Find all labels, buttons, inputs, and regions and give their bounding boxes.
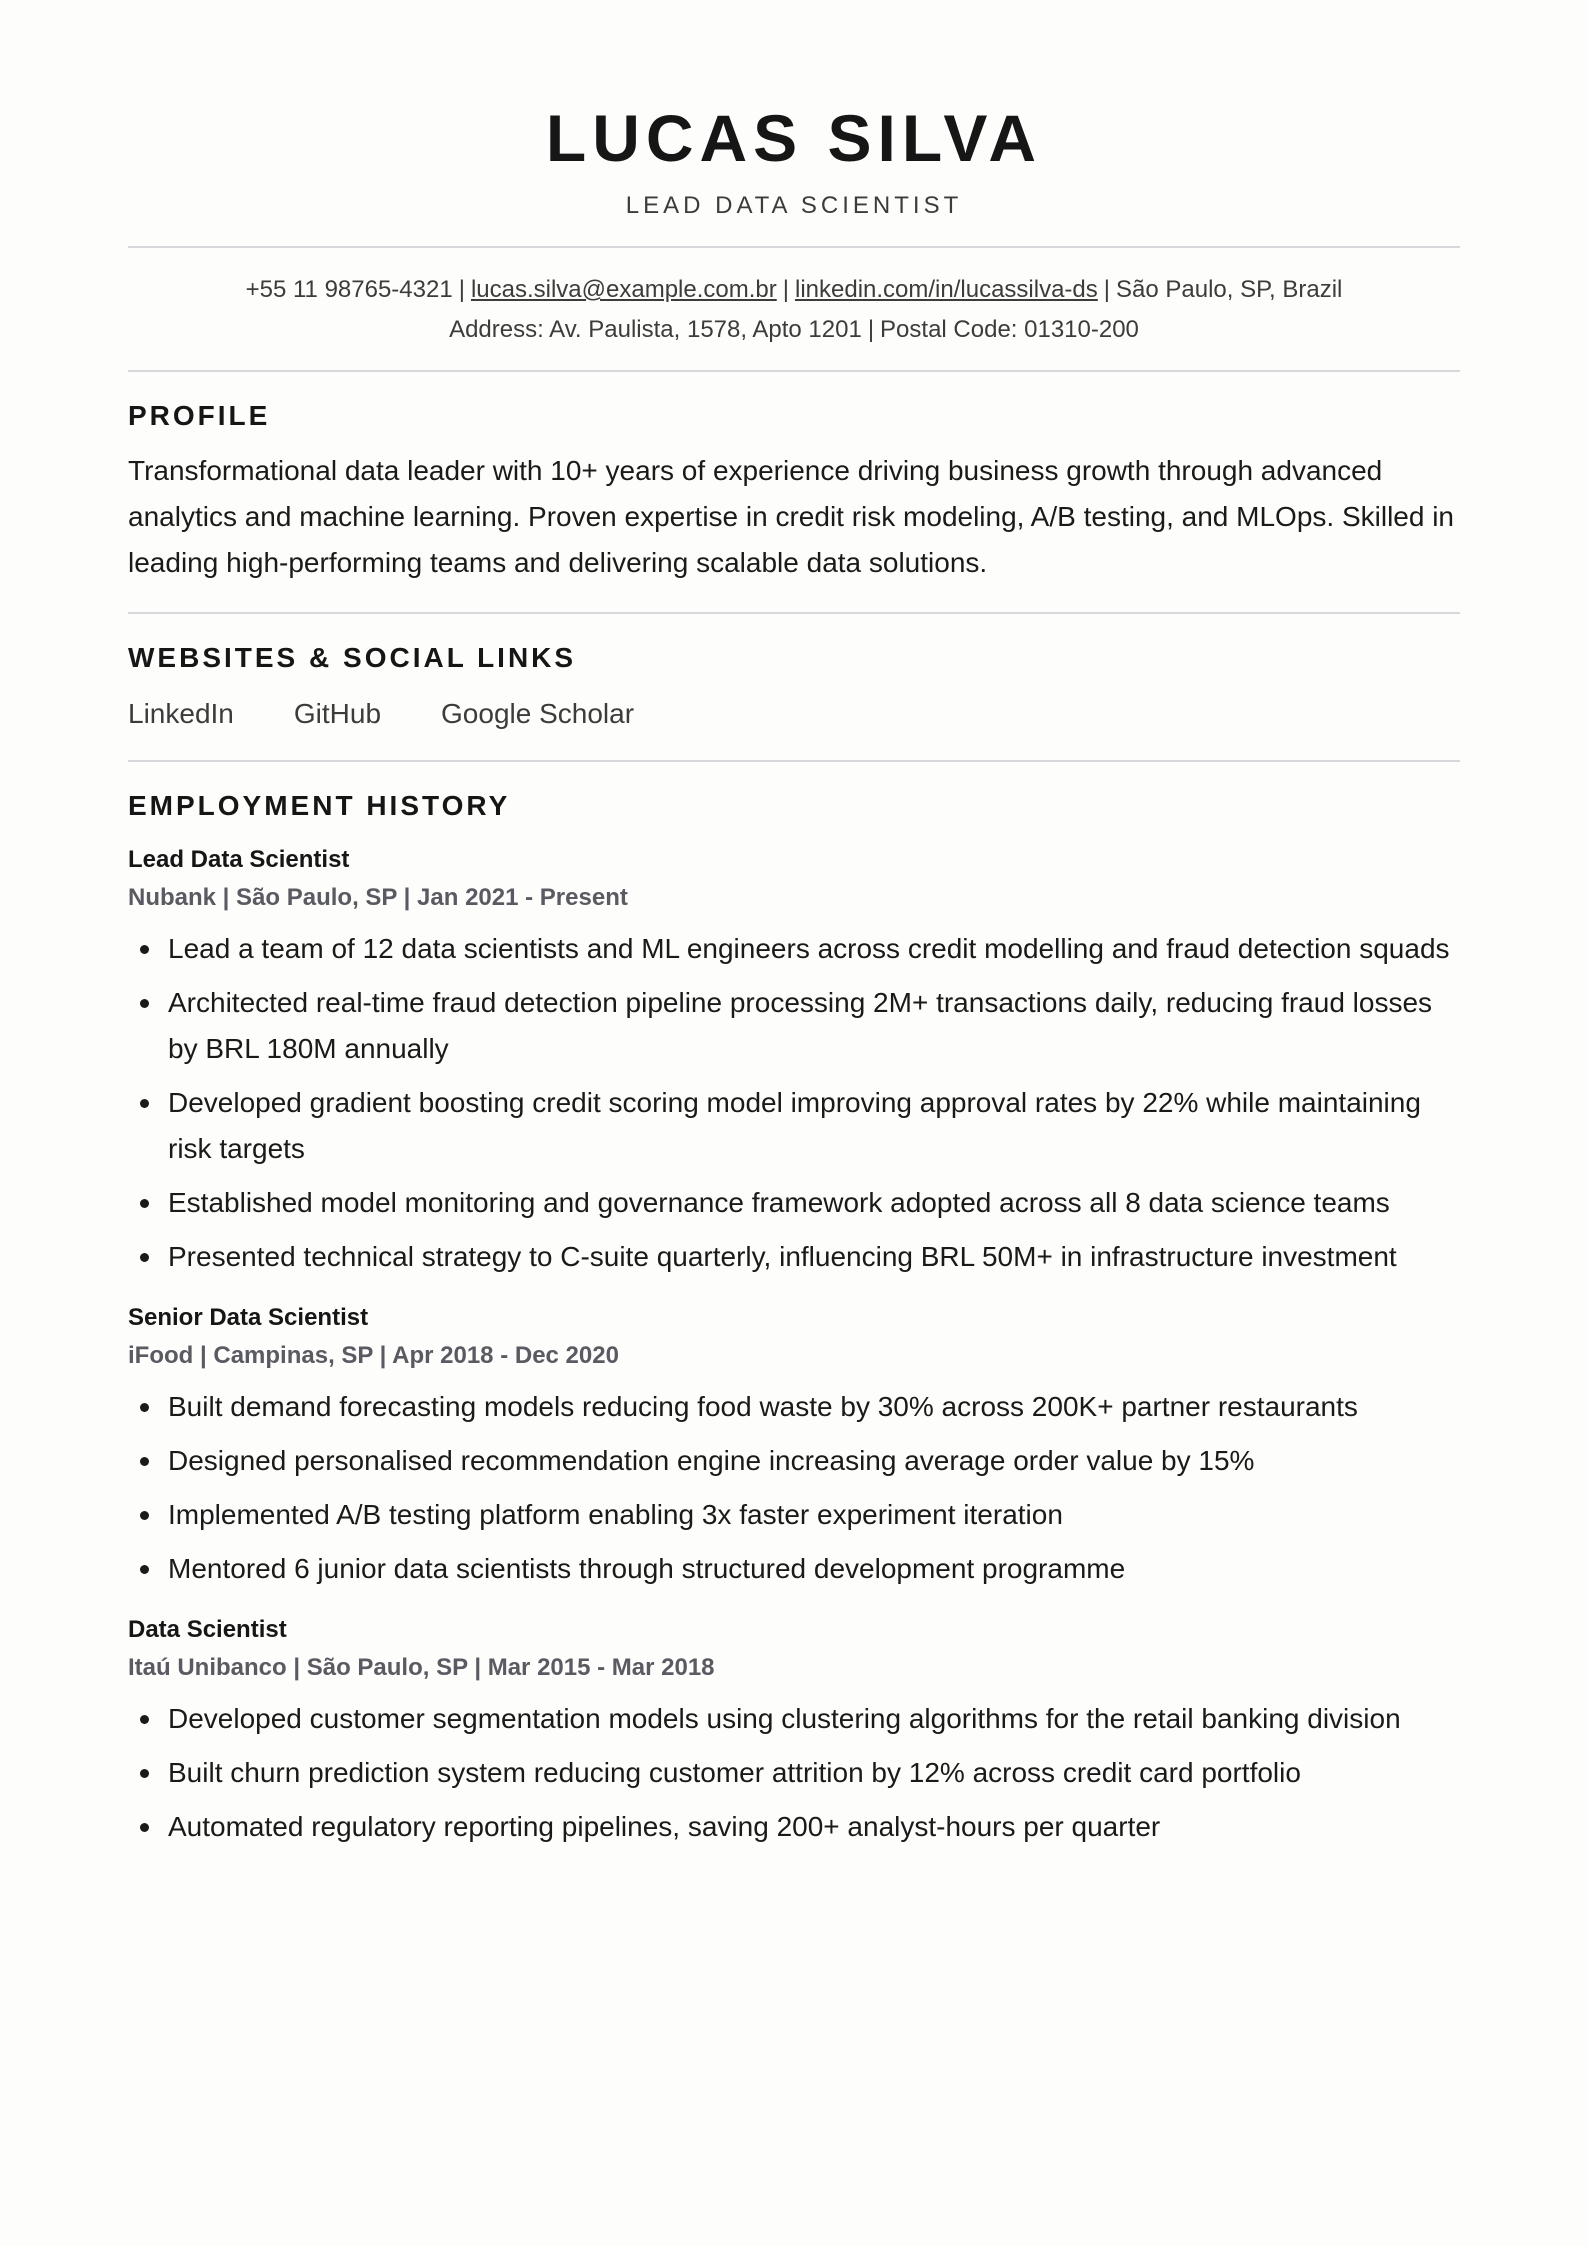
profile-section: [128, 372, 1460, 612]
contact-location: São Paulo, SP, Brazil: [1116, 276, 1343, 303]
contact-block: [128, 248, 1460, 370]
job-bullet: Built demand forecasting models reducing food waste by 30% across 200K+ partner restaurants: [168, 1384, 1460, 1430]
job-bullets: [128, 926, 1460, 1280]
job-bullet: Developed gradient boosting credit scoring model improving approval rates by 22% while maintaining risk targets: [168, 1080, 1460, 1172]
contact-phone: +55 11 98765-4321: [245, 276, 453, 303]
job-bullet: Built churn prediction system reducing customer attrition by 12% across credit card portfolio: [168, 1750, 1460, 1796]
job-bullet: Presented technical strategy to C-suite quarterly, influencing BRL 50M+ in infrastructure investment: [168, 1234, 1460, 1280]
contact-separator: |: [782, 276, 789, 303]
contact-separator: |: [867, 316, 875, 343]
job-title: Data Scientist: [128, 1616, 287, 1643]
job-bullet: Lead a team of 12 data scientists and ML engineers across credit modelling and fraud detection squads: [168, 926, 1460, 972]
job-title: Senior Data Scientist: [128, 1304, 369, 1331]
job-entry-nubank: [128, 844, 1460, 1280]
contact-linkedin-link[interactable]: linkedin.com/in/lucassilva-ds: [794, 276, 1098, 303]
contact-postal: Postal Code: 01310-200: [880, 316, 1139, 343]
job-entry-ifood: [128, 1302, 1460, 1592]
employment-heading: EMPLOYMENT HISTORY: [128, 790, 511, 821]
job-meta: iFood | Campinas, SP | Apr 2018 - Dec 2020: [128, 1342, 619, 1369]
job-bullet: Architected real-time fraud detection pipeline processing 2M+ transactions daily, reducing fraud losses by BRL 180M annually: [168, 980, 1460, 1072]
candidate-title: LEAD DATA SCIENTIST: [625, 192, 963, 219]
job-bullet: Automated regulatory reporting pipelines, saving 200+ analyst-hours per quarter: [168, 1804, 1460, 1850]
contact-line-1: [128, 270, 1460, 310]
links-heading: WEBSITES & SOCIAL LINKS: [128, 642, 577, 673]
job-bullet: Established model monitoring and governance framework adopted across all 8 data science teams: [168, 1180, 1460, 1226]
job-meta: Itaú Unibanco | São Paulo, SP | Mar 2015 - Mar 2018: [128, 1654, 715, 1681]
link-linkedin[interactable]: LinkedIn: [128, 698, 234, 729]
contact-separator: |: [458, 276, 465, 303]
job-bullet: Developed customer segmentation models using clustering algorithms for the retail banking division: [168, 1696, 1460, 1742]
profile-text: Transformational data leader with 10+ years of experience driving business growth through advanced analytics and machine learning. Proven expertise in credit risk modeling, A/B testing, and MLOps. Skilled in leading high-performing teams and delivering scalable data solutions.: [128, 455, 1455, 578]
contact-address: Address: Av. Paulista, 1578, Apto 1201: [449, 316, 862, 343]
contact-email-link[interactable]: lucas.silva@example.com.br: [470, 276, 777, 303]
job-meta: Nubank | São Paulo, SP | Jan 2021 - Present: [128, 884, 628, 911]
link-google-scholar[interactable]: Google Scholar: [441, 698, 635, 729]
job-bullet: Implemented A/B testing platform enabling 3x faster experiment iteration: [168, 1492, 1460, 1538]
links-row: [128, 694, 1460, 734]
candidate-name: LUCAS SILVA: [545, 101, 1043, 175]
links-section: [128, 614, 1460, 760]
contact-separator: |: [1103, 276, 1111, 303]
job-bullet: Designed personalised recommendation engine increasing average order value by 15%: [168, 1438, 1460, 1484]
job-bullet: Mentored 6 junior data scientists through structured development programme: [168, 1546, 1460, 1592]
job-entry-itau: [128, 1614, 1460, 1850]
link-github[interactable]: GitHub: [293, 698, 382, 729]
job-title: Lead Data Scientist: [128, 846, 350, 873]
profile-heading: PROFILE: [128, 400, 271, 431]
job-bullets: [128, 1696, 1460, 1850]
contact-line-2: [128, 310, 1460, 350]
job-bullets: [128, 1384, 1460, 1592]
employment-section: [128, 762, 1460, 1850]
